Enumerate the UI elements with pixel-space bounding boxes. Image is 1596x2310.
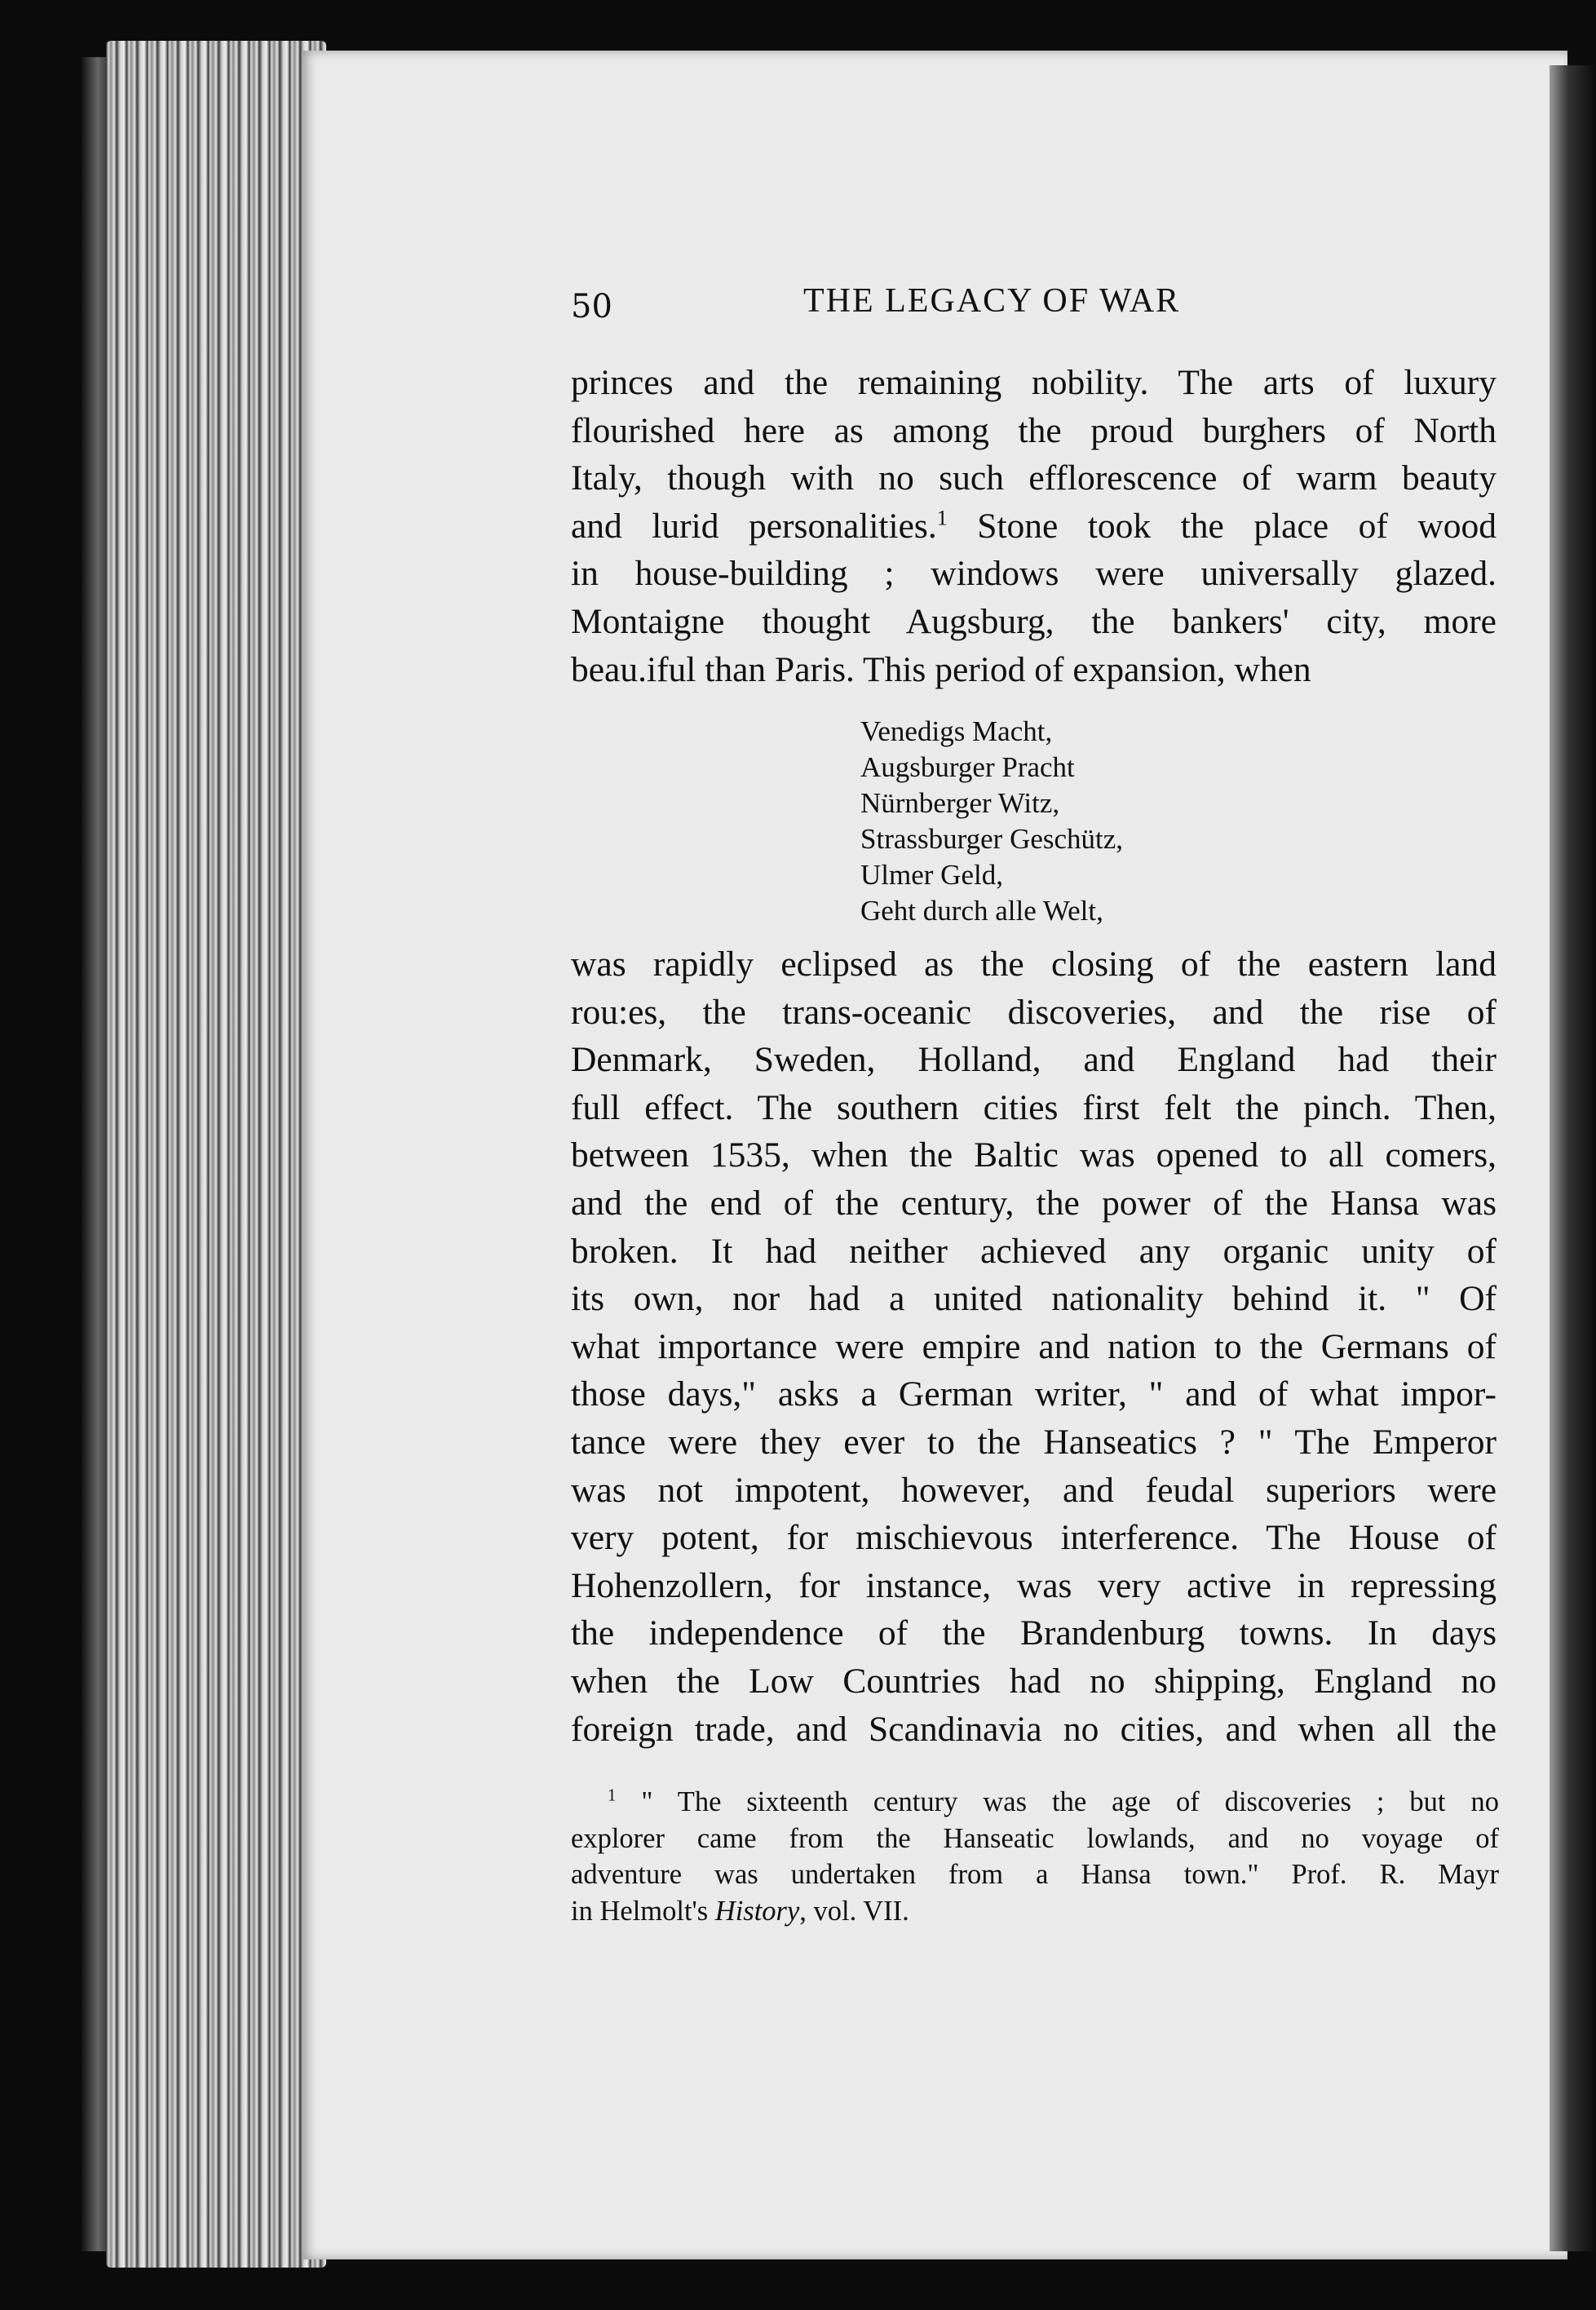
paragraph-2: [571, 940, 1497, 1753]
text-line: was rapidly eclipsed as the closing of the eastern land: [571, 945, 1497, 984]
verse-line: Augsburger Pracht: [860, 751, 1075, 783]
text-line: Montaigne thought Augsburg, the bankers' city, more: [571, 601, 1497, 641]
verse-line: Venedigs Macht,: [860, 715, 1053, 747]
footnote-reference: 1: [936, 506, 948, 530]
footnote-line: [571, 1893, 1499, 1930]
text-line: full effect. The southern cities first felt the pinch. Then,: [571, 1087, 1497, 1127]
verse-line: Ulmer Geld,: [860, 859, 1003, 891]
text-line: tance were they ever to the Hanseatics ? " The Emperor: [571, 1422, 1497, 1462]
text-line: between 1535, when the Baltic was opened to all comers,: [571, 1135, 1497, 1175]
text-fragment: " The sixteenth century was the age of discoveries ; but no: [641, 1786, 1500, 1817]
footnote-marker: 1: [608, 1786, 617, 1805]
verse-line: Nürnberger Witz,: [860, 787, 1060, 819]
text-line: princes and the remaining nobility. The arts of luxury: [571, 363, 1497, 402]
text-line: foreign trade, and Scandinavia no cities, and when all the: [571, 1709, 1497, 1749]
footnote-line: [571, 1784, 1499, 1821]
text-fragment: and lurid personalities.: [571, 506, 937, 546]
text-line: when the Low Countries had no shipping, England no: [571, 1661, 1497, 1701]
text-line: flourished here as among the proud burghers of North: [571, 410, 1497, 450]
text-line: rou:es, the trans-oceanic discoveries, and the rise of: [571, 992, 1497, 1032]
text-line: beau.iful than Paris. This period of expansion, when: [571, 649, 1311, 689]
text-fragment: Stone took the place of wood: [947, 506, 1497, 546]
footnote: [571, 1784, 1499, 1929]
page-header: [571, 281, 1501, 339]
text-line: its own, nor had a united nationality behind it. " Of: [571, 1279, 1497, 1319]
text-line: Italy, though with no such efflorescence of warm beauty: [571, 458, 1497, 498]
text-line: broken. It had neither achieved any organic unity of: [571, 1231, 1497, 1271]
running-head: THE LEGACY OF WAR: [803, 282, 1181, 320]
footnote-line: adventure was undertaken from a Hansa town." Prof. R. Mayr: [571, 1859, 1499, 1891]
book-title: History: [714, 1895, 800, 1927]
verse-line: Strassburger Geschütz,: [860, 823, 1124, 855]
page-right-shadow: [1550, 65, 1596, 2251]
footnote-line: explorer came from the Hanseatic lowlands, and no voyage of: [571, 1822, 1499, 1854]
text-line-with-note: [571, 502, 1497, 551]
text-fragment: in Helmolt's: [571, 1895, 715, 1927]
verse-line: Geht durch alle Welt,: [860, 895, 1103, 927]
text-line: Hohenzollern, for instance, was very active in repressing: [571, 1565, 1497, 1605]
text-line: Denmark, Sweden, Holland, and England had their: [571, 1040, 1497, 1080]
verse-quotation: [860, 714, 1123, 929]
text-line: what importance were empire and nation to the Germans of: [571, 1326, 1497, 1366]
text-line: in house-building ; windows were universally glazed.: [571, 554, 1497, 594]
page-number: 50: [571, 288, 612, 325]
page-edges: [106, 41, 326, 2268]
paragraph-1: [571, 359, 1497, 693]
text-line: very potent, for mischievous interference. The House of: [571, 1518, 1497, 1558]
text-line: and the end of the century, the power of the Hansa was: [571, 1183, 1497, 1223]
text-fragment: , vol. VII.: [799, 1895, 909, 1927]
text-line: the independence of the Brandenburg towns. In days: [571, 1613, 1497, 1653]
text-line: was not impotent, however, and feudal superiors were: [571, 1470, 1497, 1510]
text-line: those days," asks a German writer, " and of what impor-: [571, 1374, 1497, 1414]
